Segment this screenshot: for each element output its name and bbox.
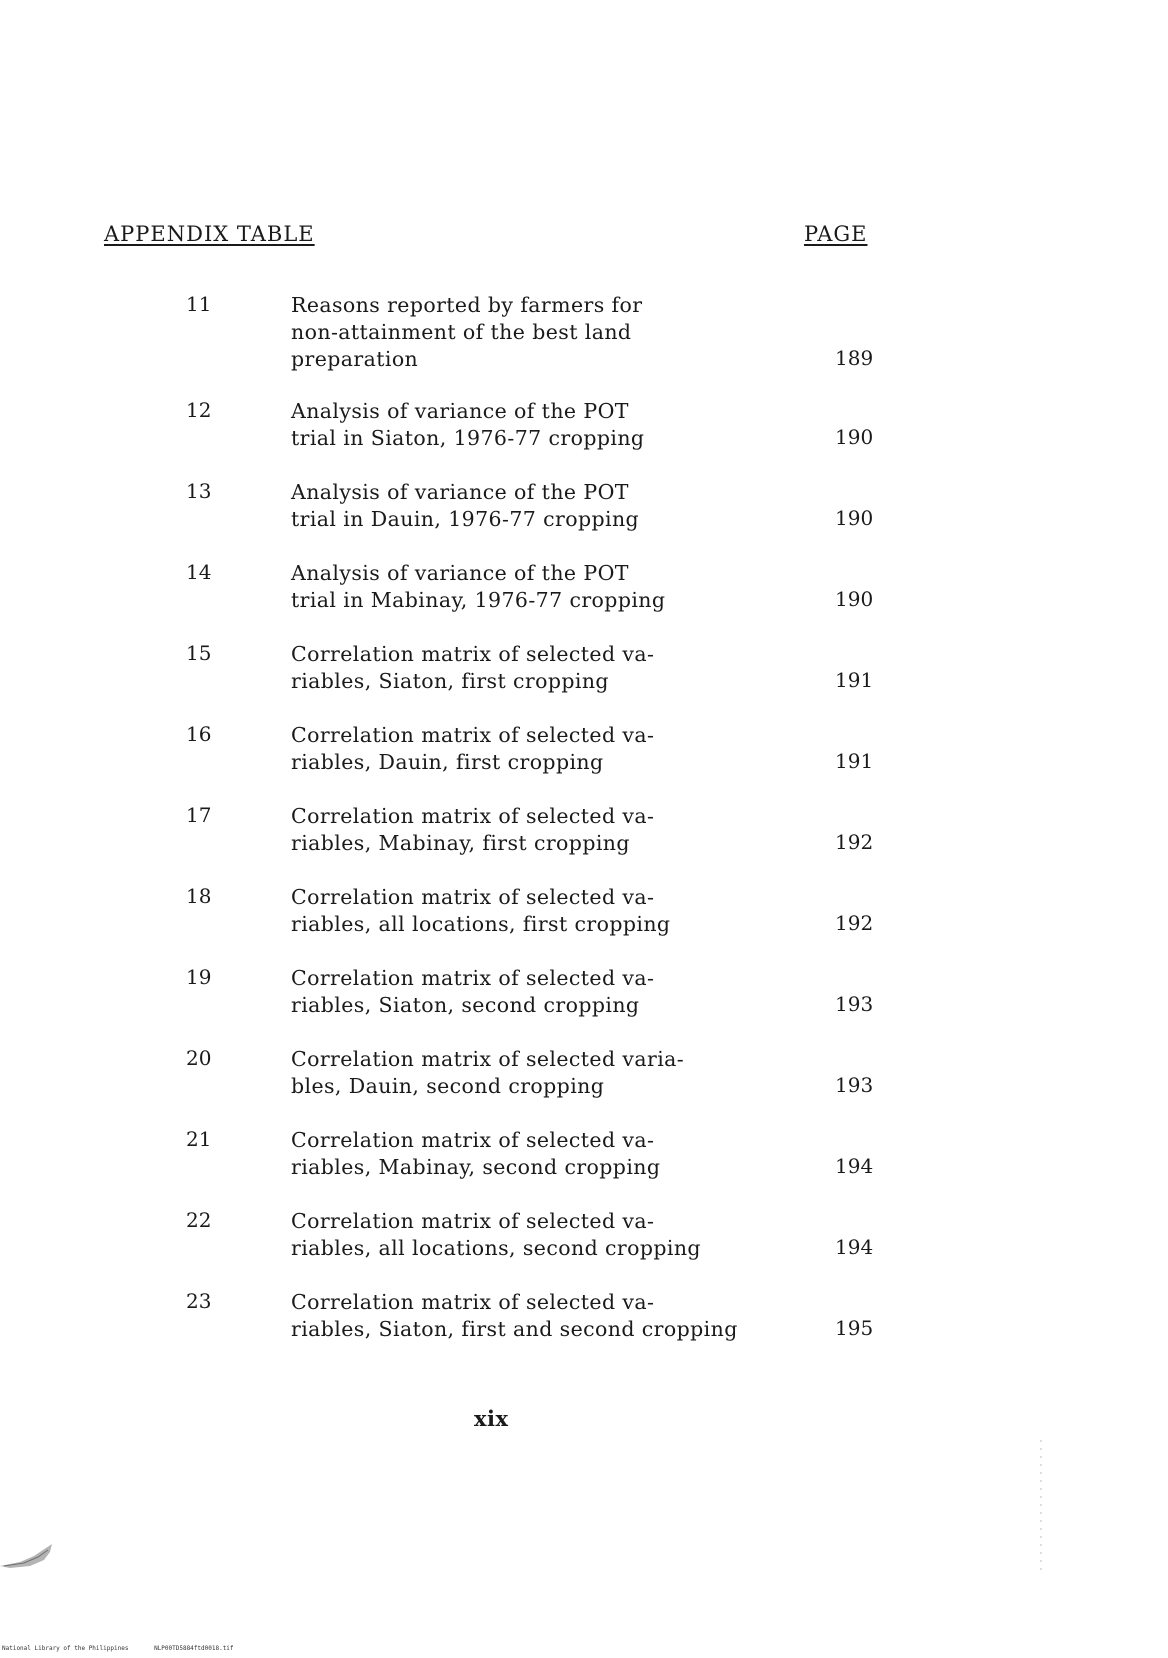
entry-title-line: riables, Mabinay, second cropping	[291, 1155, 661, 1179]
scan-footer-stamp	[2, 1645, 234, 1652]
entry-page-number: 190	[835, 506, 874, 530]
entry-title-line: Analysis of variance of the POT	[291, 480, 629, 504]
entry-title-line: Correlation matrix of selected va-	[291, 1209, 655, 1233]
entry-number: 11	[186, 292, 212, 316]
entry-page-number: 193	[835, 992, 874, 1016]
entry-number: 22	[186, 1208, 212, 1232]
entry-title-line: Analysis of variance of the POT	[291, 399, 629, 423]
entry-page-number: 193	[835, 1073, 874, 1097]
entry-number: 19	[186, 965, 212, 989]
entry-title-line: riables, all locations, first cropping	[291, 912, 671, 936]
list-item	[0, 965, 1168, 1046]
entry-number: 12	[186, 398, 212, 422]
entry-title-line: non-attainment of the best land	[291, 320, 632, 344]
list-item	[0, 1289, 1168, 1370]
entry-title	[291, 1046, 811, 1100]
entry-page-number: 192	[835, 830, 874, 854]
entry-number: 14	[186, 560, 212, 584]
list-item	[0, 292, 1168, 398]
page-number: xix	[474, 1406, 509, 1431]
entry-page-number: 191	[835, 668, 874, 692]
entry-title-line: riables, Mabinay, first cropping	[291, 831, 630, 855]
entry-title-line: trial in Dauin, 1976-77 cropping	[291, 507, 640, 531]
entry-title	[291, 560, 811, 614]
list-item	[0, 560, 1168, 641]
entry-page-number: 191	[835, 749, 874, 773]
entry-title	[291, 1208, 811, 1262]
list-item	[0, 398, 1168, 479]
entry-number: 20	[186, 1046, 212, 1070]
entry-title	[291, 1127, 811, 1181]
entry-number: 15	[186, 641, 212, 665]
entry-number: 18	[186, 884, 212, 908]
entry-title-line: Correlation matrix of selected va-	[291, 966, 655, 990]
entry-title	[291, 479, 811, 533]
entry-title-line: riables, Siaton, first and second cropping	[291, 1317, 738, 1341]
entry-page-number: 194	[835, 1235, 874, 1259]
entry-title-line: Correlation matrix of selected va-	[291, 723, 655, 747]
entry-title	[291, 398, 811, 452]
entry-title-line: Correlation matrix of selected varia-	[291, 1047, 685, 1071]
entry-title	[291, 1289, 811, 1343]
entry-number: 23	[186, 1289, 212, 1313]
appendix-table-heading: APPENDIX TABLE	[104, 222, 315, 246]
entry-title-line: Correlation matrix of selected va-	[291, 1128, 655, 1152]
list-item	[0, 1046, 1168, 1127]
entry-page-number: 192	[835, 911, 874, 935]
list-item	[0, 479, 1168, 560]
list-item	[0, 1208, 1168, 1289]
entry-title	[291, 803, 811, 857]
entry-title-line: Correlation matrix of selected va-	[291, 804, 655, 828]
entry-number: 21	[186, 1127, 212, 1151]
list-item	[0, 1127, 1168, 1208]
entry-page-number: 189	[835, 346, 874, 370]
entry-title-line: riables, Dauin, first cropping	[291, 750, 604, 774]
entry-title-line: Reasons reported by farmers for	[291, 293, 643, 317]
entry-title-line: bles, Dauin, second cropping	[291, 1074, 605, 1098]
entry-number: 16	[186, 722, 212, 746]
entry-title-line: Correlation matrix of selected va-	[291, 885, 655, 909]
entry-title-line: Correlation matrix of selected va-	[291, 642, 655, 666]
entry-title-line: riables, all locations, second cropping	[291, 1236, 701, 1260]
entry-title-line: Analysis of variance of the POT	[291, 561, 629, 585]
entry-title	[291, 292, 811, 373]
entry-page-number: 190	[835, 587, 874, 611]
entry-number: 17	[186, 803, 212, 827]
appendix-table-list	[0, 292, 1168, 1370]
list-item	[0, 803, 1168, 884]
entry-page-number: 190	[835, 425, 874, 449]
list-item	[0, 722, 1168, 803]
entry-page-number: 195	[835, 1316, 874, 1340]
library-credit: National Library of the Philippines	[2, 1645, 129, 1652]
entry-title-line: riables, Siaton, first cropping	[291, 669, 609, 693]
scan-smudge	[0, 1540, 60, 1568]
entry-title-line: Correlation matrix of selected va-	[291, 1290, 655, 1314]
entry-title	[291, 965, 811, 1019]
list-item	[0, 884, 1168, 965]
entry-title-line: trial in Siaton, 1976-77 cropping	[291, 426, 645, 450]
entry-title	[291, 722, 811, 776]
scan-filename: NLP00TD5884ftd0018.tif	[154, 1645, 234, 1652]
page-column-heading: PAGE	[804, 222, 868, 246]
entry-page-number: 194	[835, 1154, 874, 1178]
entry-title	[291, 884, 811, 938]
entry-title-line: preparation	[291, 347, 419, 371]
entry-title-line: trial in Mabinay, 1976-77 cropping	[291, 588, 666, 612]
entry-title-line: riables, Siaton, second cropping	[291, 993, 640, 1017]
scan-edge-marks	[1040, 1440, 1042, 1570]
entry-number: 13	[186, 479, 212, 503]
list-item	[0, 641, 1168, 722]
entry-title	[291, 641, 811, 695]
